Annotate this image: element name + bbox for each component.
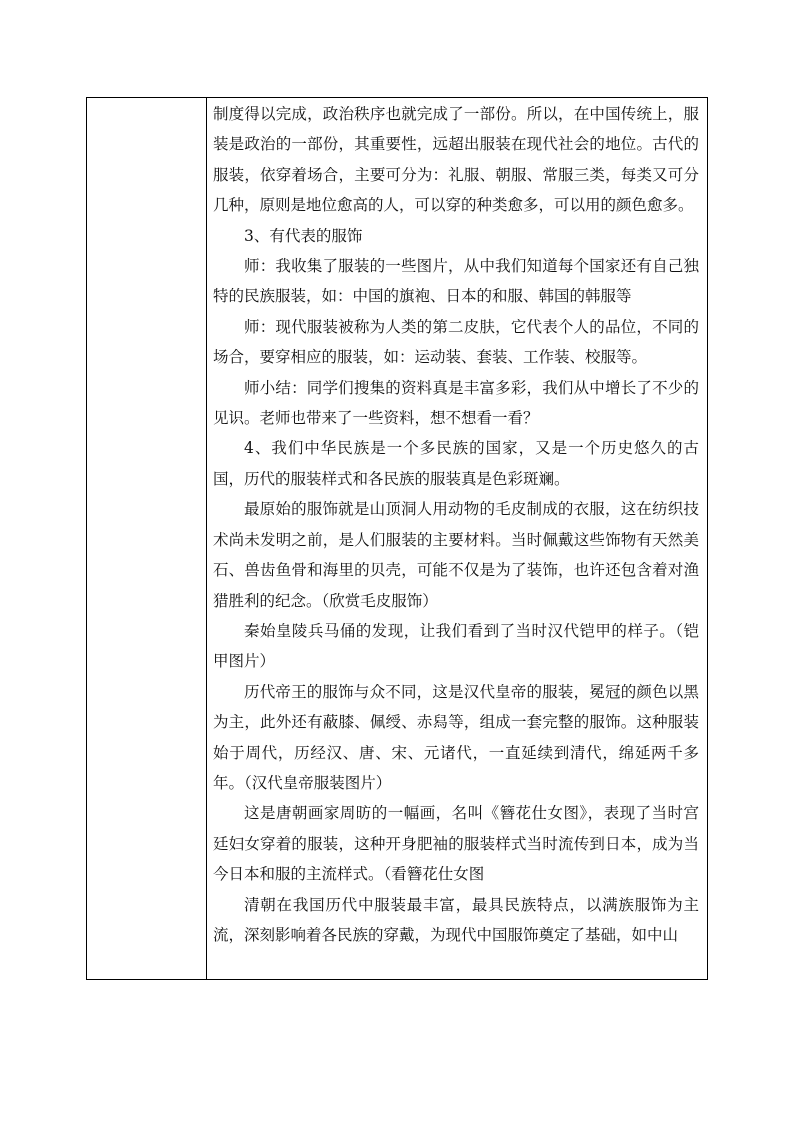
paragraph-5: 4、我们中华民族是一个多民族的国家，又是一个历史悠久的古国，历代的服装样式和各民族的服装真是色彩斑斓。 — [213, 439, 699, 488]
paragraph-6: 最原始的服饰就是山顶洞人用动物的毛皮制成的衣服，这在纺织技术尚未发明之前，是人们服装的主要材料。当时佩戴这些饰物有天然美石、兽齿鱼骨和海里的贝壳，可能不仅是为了装饰，也许还包含着对渔猎胜利的纪念。（欣赏毛皮服饰） — [213, 500, 699, 610]
paragraph-1: 3、有代表的服饰 — [244, 226, 363, 245]
content-table — [86, 97, 708, 980]
paragraph-0: 制度得以完成，政治秩序也就完成了一部份。所以，在中国传统上，服装是政治的一部份，其重要性，远超出服装在现代社会的地位。古代的服装，依穿着场合，主要可分为：礼服、朝服、常服三类，每类又可分几种，原则是地位愈高的人，可以穿的种类愈多，可以用的颜色愈多。 — [213, 105, 699, 215]
paragraph-7: 秦始皇陵兵马俑的发现，让我们看到了当时汉代铠甲的样子。（铠甲图片） — [213, 621, 699, 671]
right-column-cell — [207, 98, 707, 979]
paragraph-2: 师：我收集了服装的一些图片，从中我们知道每个国家还有自己独特的民族服装，如：中国的旗袍、日本的和服、韩国的韩服等 — [213, 257, 699, 306]
paragraph-4: 师小结：同学们搜集的资料真是丰富多彩，我们从中增长了不少的见识。老师也带来了一些资料，想不想看一看？ — [213, 378, 699, 428]
paragraph-10: 清朝在我国历代中服装最丰富，最具民族特点，以满族服饰为主流，深刻影响着各民族的穿戴，为现代中国服饰奠定了基础，如中山 — [213, 895, 699, 944]
paragraph-9: 这是唐朝画家周昉的一幅画，名叫《簪花仕女图》，表现了当时宫廷妇女穿着的服装，这种开身肥袖的服装样式当时流传到日本，成为当今日本和服的主流样式。（看簪花仕女图 — [213, 804, 699, 884]
paragraph-3: 师：现代服装被称为人类的第二皮肤，它代表个人的品位，不同的场合，要穿相应的服装，如：运动装、套装、工作装、校服等。 — [213, 317, 699, 367]
paragraph-8: 历代帝王的服饰与众不同，这是汉代皇帝的服装，冕冠的颜色以黑为主，此外还有蔽膝、佩绶、赤舄等，组成一套完整的服饰。这种服装始于周代，历经汉、唐、宋、元诸代，一直延续到清代，绵延两千多年。（汉代皇帝服装图片） — [213, 682, 699, 792]
left-column-cell — [87, 98, 207, 979]
